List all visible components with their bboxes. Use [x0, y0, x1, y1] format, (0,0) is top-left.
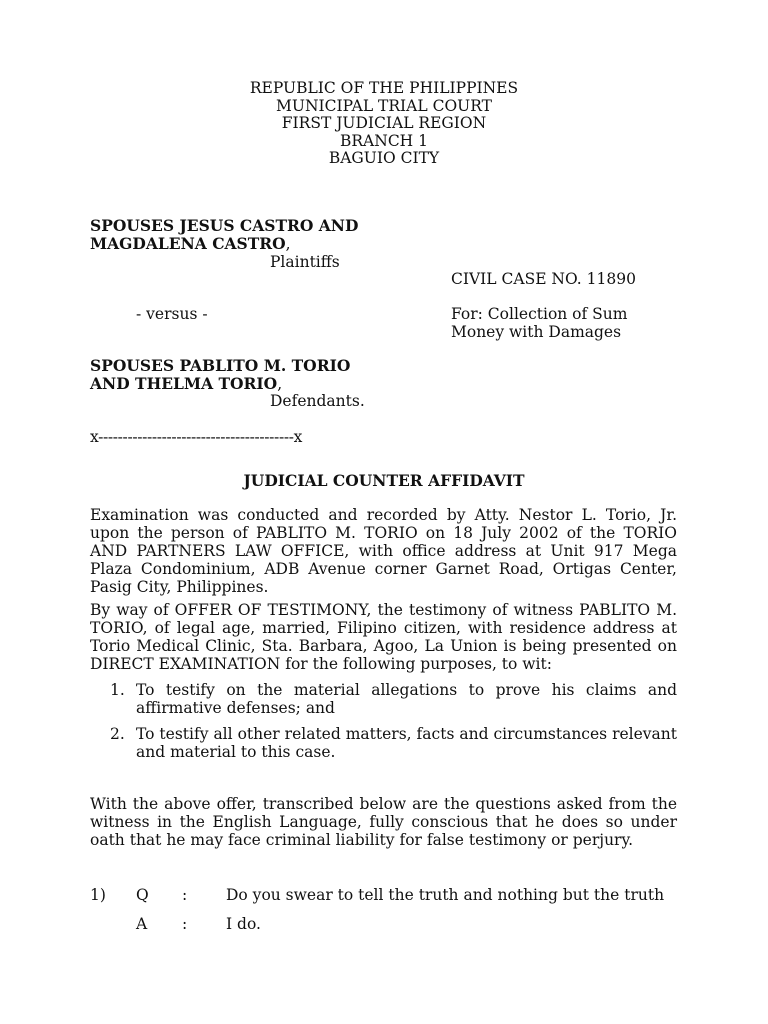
header-line-republic: REPUBLIC OF THE PHILIPPINES [249, 79, 519, 97]
case-nature-line2: Money with Damages [451, 323, 622, 341]
header-line-court: MUNICIPAL TRIAL COURT [276, 96, 492, 115]
transcription-paragraph: With the above offer, transcribed below are the questions asked from the witness in the English Language, fully conscious that he does so under oath that he may face criminal liability for false testimony or perjury. [90, 795, 677, 849]
plaintiffs-label: Plaintiffs [270, 253, 340, 271]
question-text: Do you swear to tell the truth and nothing but the truth [226, 886, 665, 904]
list-item [110, 725, 677, 761]
offer-of-testimony-paragraph: By way of OFFER OF TESTIMONY, the testimony of witness PABLITO M. TORIO, of legal age, married, Filipino citizen, with residence address at Torio Medical Clinic, Sta. Barbara, Agoo, La Union is being presented on DIRECT EXAMINATION for the following purposes, to wit: [90, 601, 677, 673]
court-header [0, 79, 768, 167]
caption-separator: x----------------------------------------x [90, 428, 303, 446]
defendants-comma: , [277, 375, 283, 393]
list-item-text: To testify on the material allegations to prove his claims and affirmative defenses; and [136, 681, 677, 717]
question-label: Q [136, 886, 149, 904]
defendants-name-line1: SPOUSES PABLITO M. TORIO [90, 356, 351, 375]
civil-case-number: CIVIL CASE NO. 11890 [451, 270, 636, 288]
plaintiffs-comma: , [285, 235, 291, 253]
plaintiffs-name-line2-wrap [90, 235, 291, 253]
plaintiffs-name-line1: SPOUSES JESUS CASTRO AND [90, 216, 359, 235]
defendants-label: Defendants. [270, 392, 365, 410]
list-item [110, 681, 677, 717]
answer-colon: : [182, 915, 188, 933]
list-item-text: To testify all other related matters, facts and circumstances relevant and material to this case. [136, 725, 677, 761]
header-line-branch: BRANCH 1 [340, 131, 428, 150]
purposes-list [110, 681, 677, 769]
defendants-name-line2-wrap [90, 375, 282, 393]
case-nature-line1: For: Collection of Sum [451, 305, 628, 323]
document-title: JUDICIAL COUNTER AFFIDAVIT [243, 471, 525, 490]
versus-label: - versus - [136, 305, 208, 323]
answer-text: I do. [226, 915, 261, 933]
question-colon: : [182, 886, 188, 904]
defendants-name-line2: AND THELMA TORIO [90, 374, 278, 393]
list-item-number: 1. [110, 681, 125, 699]
header-line-city: BAGUIO CITY [328, 149, 440, 167]
examination-paragraph: Examination was conducted and recorded by Atty. Nestor L. Torio, Jr. upon the person of PABLITO M. TORIO on 18 July 2002 of the TORIO AND PARTNERS LAW OFFICE, with office address at Unit 917 Mega Plaza Condominium, ADB Avenue corner Garnet Road, Ortigas Center, Pasig City, Philippines. [90, 506, 677, 596]
list-item-number: 2. [110, 725, 125, 743]
qa-number: 1) [90, 886, 106, 904]
answer-label: A [136, 915, 148, 933]
header-line-region: FIRST JUDICIAL REGION [281, 114, 487, 132]
plaintiffs-name-line2: MAGDALENA CASTRO [90, 234, 286, 253]
